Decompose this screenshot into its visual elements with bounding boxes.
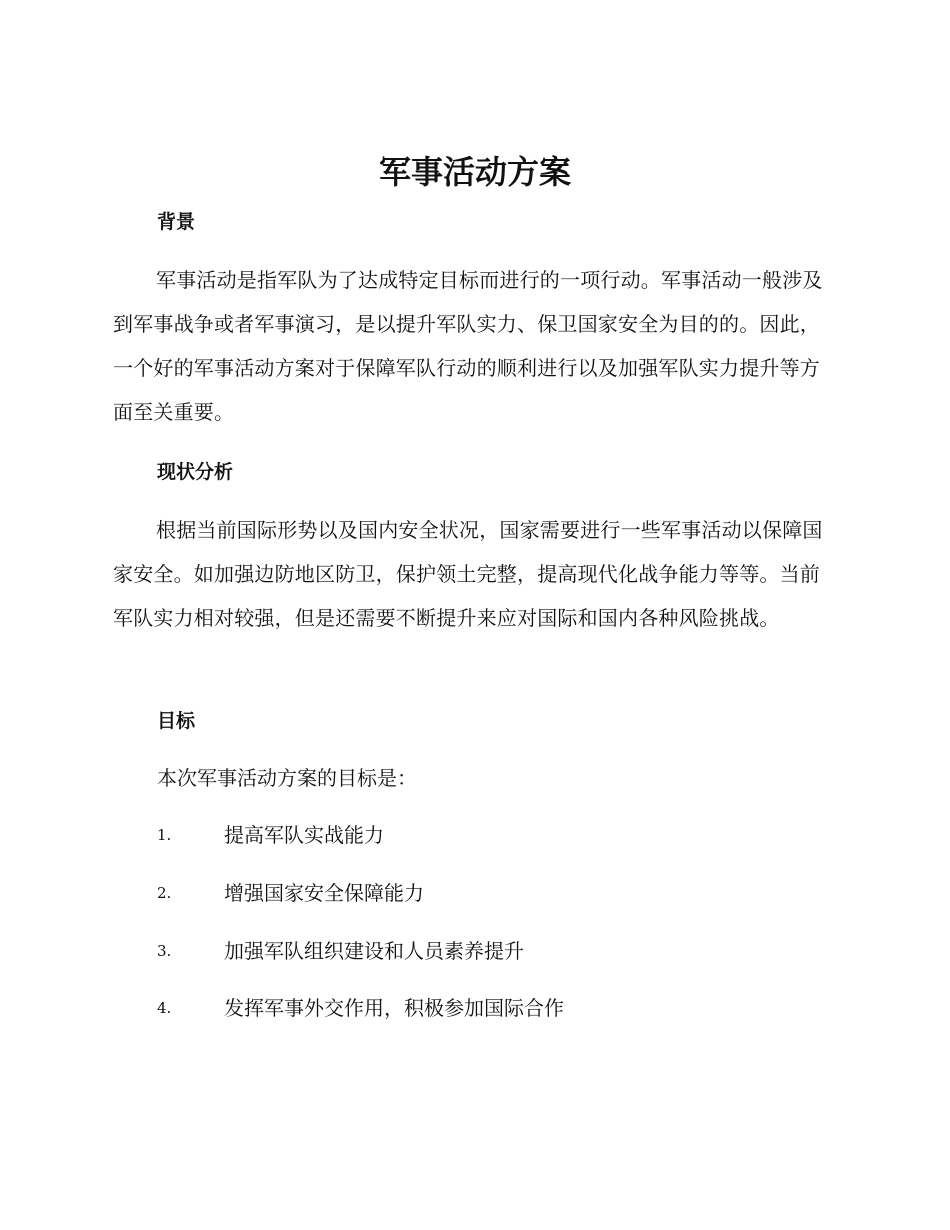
list-item xyxy=(157,993,857,1023)
section-heading-background: 背景 xyxy=(157,211,196,233)
section-paragraph-status: 根据当前国际形势以及国内安全状况，国家需要进行一些军事活动以保障国家安全。如加强边防地区防卫，保护领土完整，提高现代化战争能力等等。当前军队实力相对较强，但是还需要不断提升来应对国际和国内各种风险挑战。 xyxy=(113,518,823,630)
list-item-number: 2. xyxy=(157,884,172,902)
list-item xyxy=(157,820,857,850)
list-item xyxy=(157,878,857,908)
list-item-text: 提高军队实战能力 xyxy=(224,823,384,847)
list-item-number: 1. xyxy=(157,826,172,844)
section-heading-status: 现状分析 xyxy=(157,461,234,483)
list-item xyxy=(157,936,857,966)
section-paragraph-background: 军事活动是指军队为了达成特定目标而进行的一项行动。军事活动一般涉及到军事战争或者军事演习，是以提升军队实力、保卫国家安全为目的的。因此，一个好的军事活动方案对于保障军队行动的顺利进行以及加强军队实力提升等方面至关重要。 xyxy=(113,268,823,424)
goals-intro: 本次军事活动方案的目标是： xyxy=(157,766,417,790)
document-title: 军事活动方案 xyxy=(378,153,571,191)
list-item-text: 加强军队组织建设和人员素养提升 xyxy=(224,939,524,963)
list-item-text: 增强国家安全保障能力 xyxy=(224,881,424,905)
list-item-number: 4. xyxy=(157,999,172,1017)
list-item-number: 3. xyxy=(157,942,172,960)
section-heading-goals: 目标 xyxy=(157,710,196,732)
list-item-text: 发挥军事外交作用，积极参加国际合作 xyxy=(224,996,564,1020)
